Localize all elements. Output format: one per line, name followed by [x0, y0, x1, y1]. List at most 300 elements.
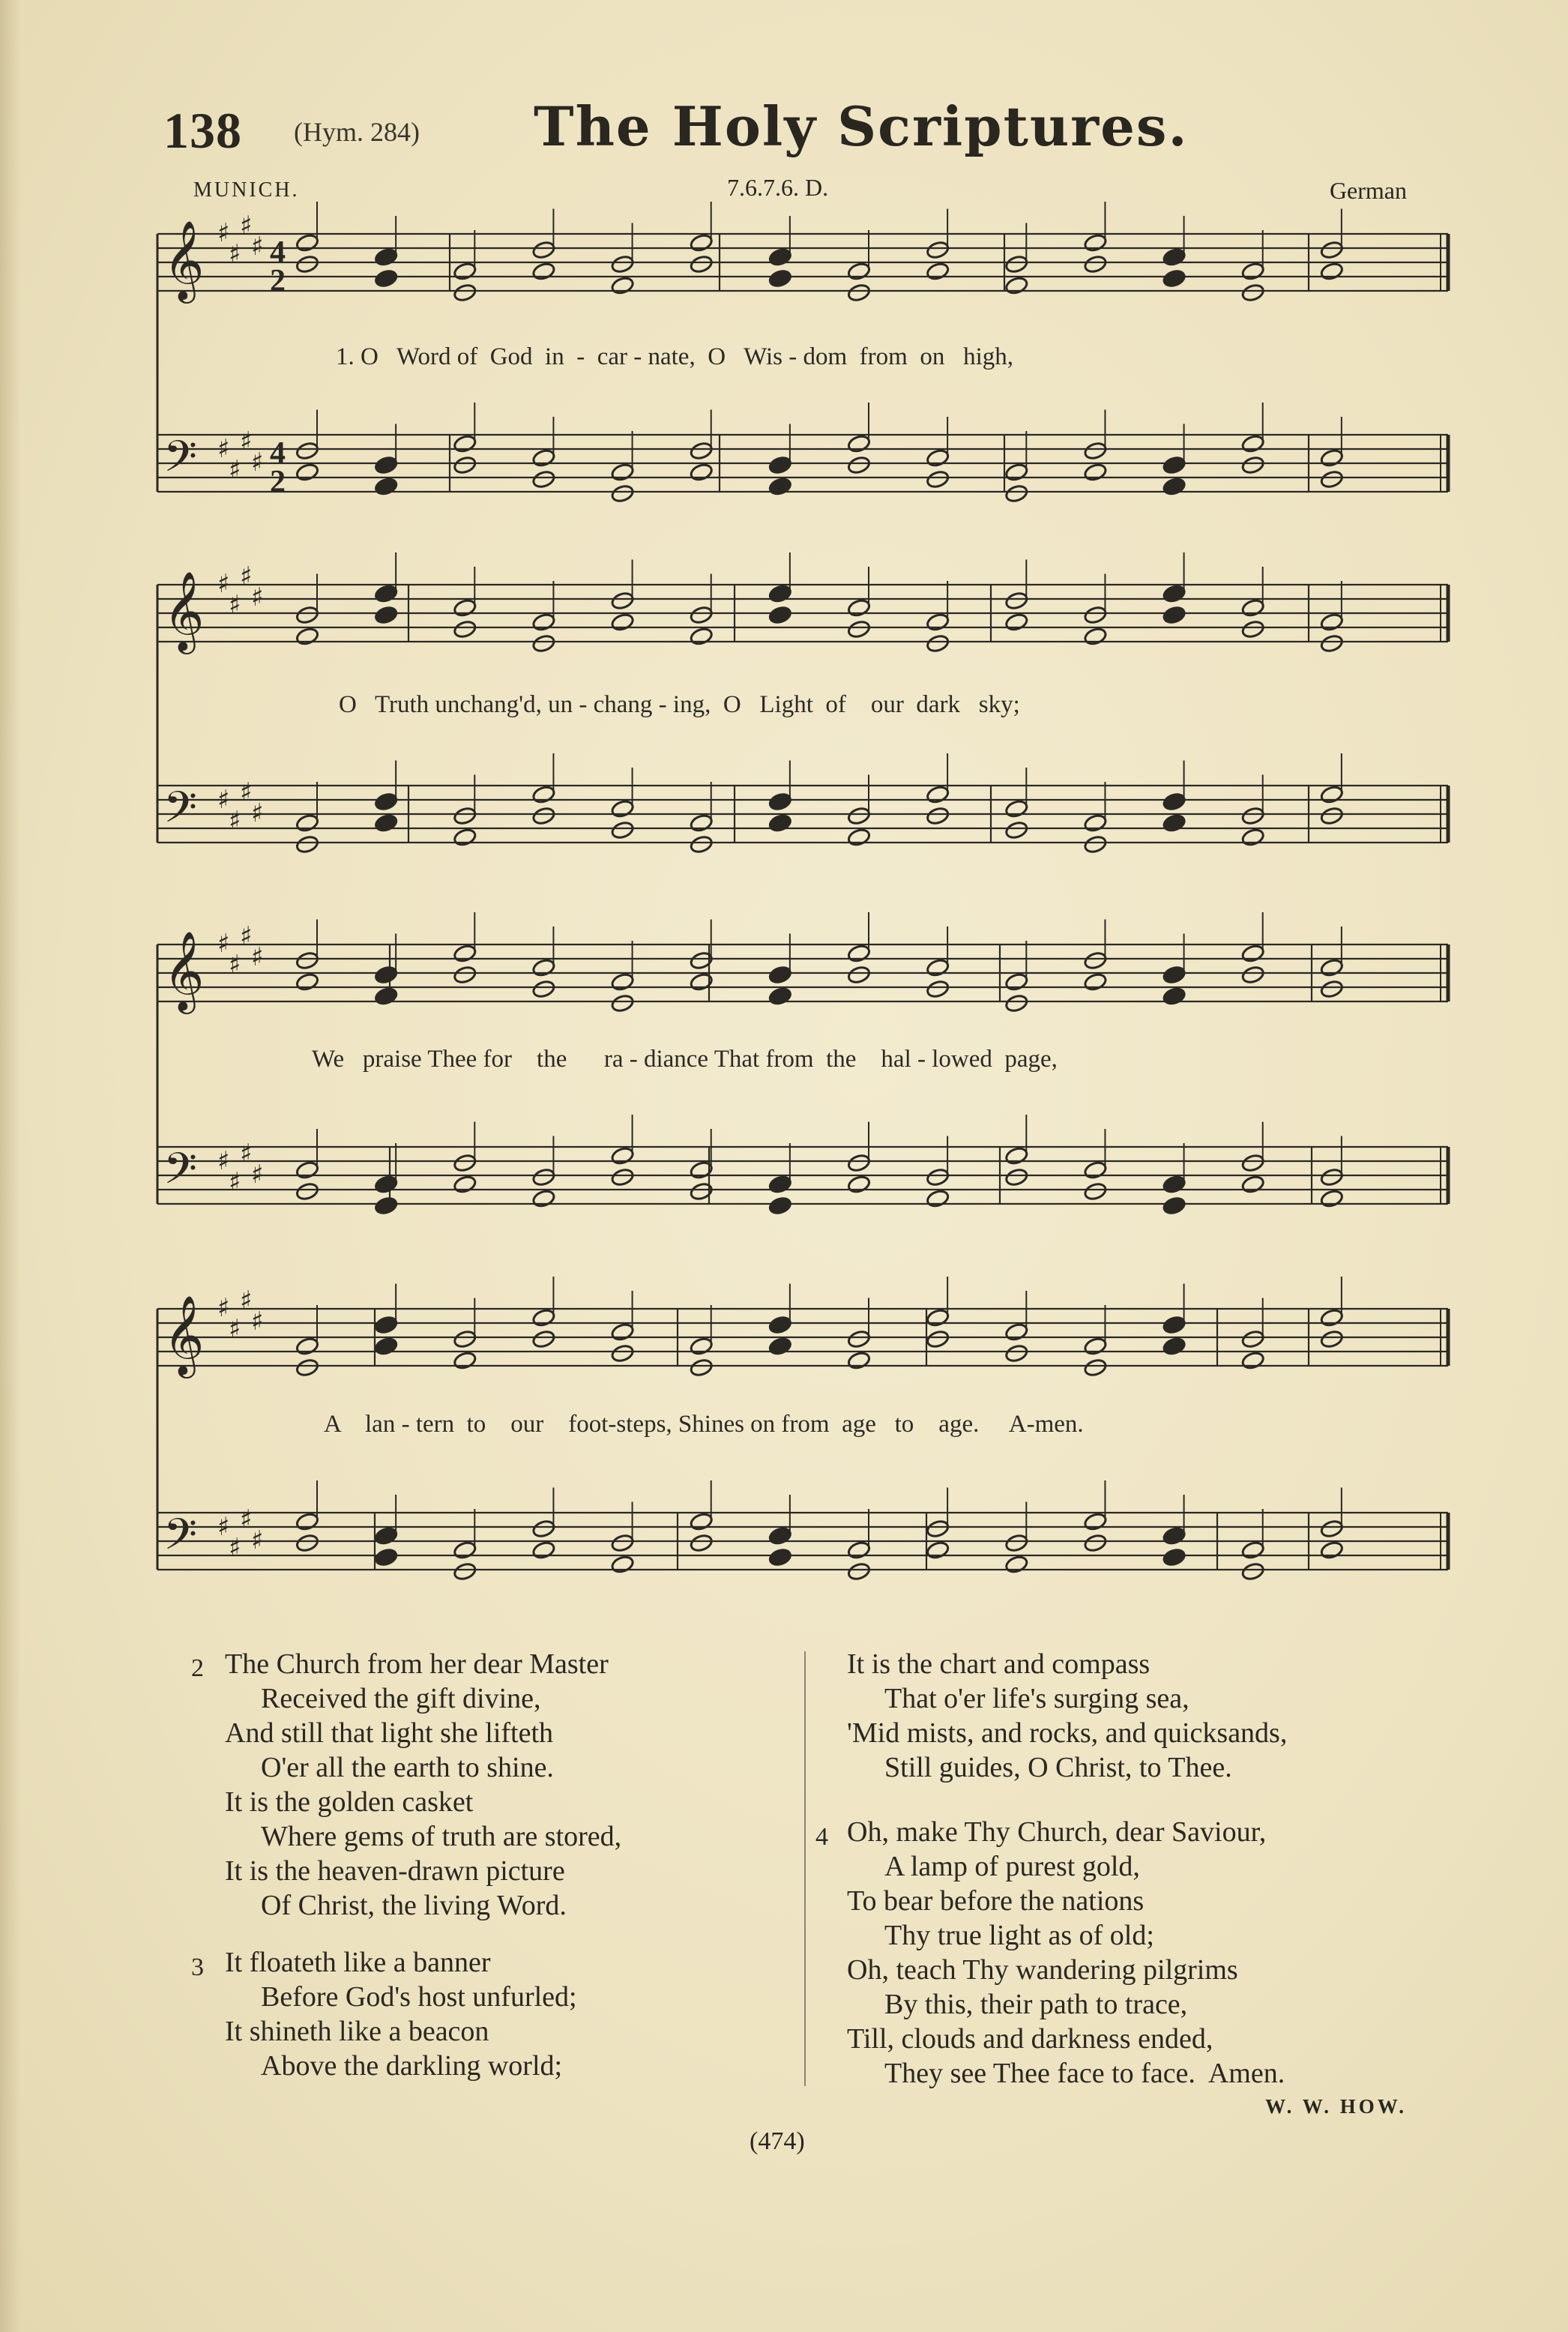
- note-head: [768, 477, 792, 496]
- hymn-author: W. W. HOW.: [1265, 2095, 1407, 2118]
- verse-line: And still that light she lifteth: [225, 1717, 554, 1749]
- bass-clef-icon: 𝄢: [163, 1143, 198, 1205]
- verse-number-2: 2: [191, 1654, 204, 1682]
- note-head: [1320, 806, 1344, 825]
- note-head: [1083, 1512, 1107, 1531]
- note-head: [847, 828, 871, 847]
- note-head: [847, 262, 871, 281]
- bass-clef-icon: 𝄢: [163, 431, 198, 492]
- note-head: [1004, 276, 1028, 295]
- note-head: [1320, 979, 1344, 998]
- verse-line: O'er all the earth to shine.: [261, 1752, 554, 1783]
- sharp-icon: ♯: [240, 1504, 253, 1534]
- note-head: [768, 986, 792, 1006]
- note-head: [531, 240, 555, 259]
- note-head: [1083, 463, 1107, 482]
- note-head: [847, 1540, 871, 1560]
- note-head: [847, 1153, 871, 1172]
- note-head: [531, 785, 555, 804]
- sharp-icon: ♯: [229, 455, 241, 485]
- note-head: [689, 1512, 713, 1531]
- sharp-icon: ♯: [251, 798, 264, 828]
- verse-line: Where gems of truth are stored,: [261, 1821, 622, 1852]
- sharp-icon: ♯: [229, 1314, 241, 1344]
- note-head: [1004, 1343, 1028, 1363]
- note-head: [768, 1337, 792, 1356]
- note-head: [295, 1512, 319, 1531]
- verse-line: Till, clouds and darkness ended,: [847, 2023, 1213, 2055]
- note-head: [689, 233, 713, 253]
- note-head: [374, 455, 398, 474]
- note-head: [1320, 448, 1344, 468]
- note-head: [453, 434, 477, 454]
- sharp-icon: ♯: [240, 561, 253, 591]
- note-head: [295, 972, 319, 992]
- note-head: [453, 619, 477, 639]
- note-head: [1004, 254, 1028, 274]
- time-signature-bottom: 2: [270, 465, 286, 499]
- note-head: [689, 627, 713, 646]
- note-head: [926, 958, 950, 977]
- note-head: [374, 792, 398, 811]
- verse-number-3: 3: [191, 1953, 204, 1981]
- note-head: [1004, 1146, 1028, 1166]
- note-head: [374, 247, 398, 267]
- note-head: [610, 1555, 634, 1574]
- note-head: [610, 483, 634, 503]
- note-head: [531, 958, 555, 977]
- note-head: [374, 1315, 398, 1334]
- note-head: [295, 1160, 319, 1180]
- note-head: [453, 828, 477, 847]
- note-head: [374, 1175, 398, 1194]
- lyric-line-2: O Truth unchang'd, un - chang - ing, O Light of our dark sky;: [339, 691, 1020, 718]
- sharp-icon: ♯: [229, 590, 241, 620]
- note-head: [926, 240, 950, 259]
- note-head: [1240, 944, 1264, 963]
- note-head: [768, 1315, 792, 1334]
- note-head: [926, 1308, 950, 1328]
- sharp-icon: ♯: [240, 1286, 253, 1316]
- note-head: [768, 1196, 792, 1215]
- sharp-icon: ♯: [251, 232, 264, 262]
- note-head: [531, 469, 555, 489]
- note-head: [453, 944, 477, 963]
- verse-number-4: 4: [815, 1823, 828, 1851]
- note-head: [1004, 1533, 1028, 1552]
- bass-clef-icon: 𝄢: [163, 782, 198, 843]
- verse-line: The Church from her dear Master: [225, 1648, 609, 1680]
- note-head: [926, 1540, 950, 1560]
- note-head: [926, 806, 950, 825]
- note-head: [847, 455, 871, 474]
- note-head: [610, 612, 634, 632]
- note-head: [768, 813, 792, 833]
- note-head: [1240, 1175, 1264, 1194]
- note-head: [1162, 813, 1186, 833]
- note-head: [1004, 1322, 1028, 1342]
- note-head: [926, 448, 950, 468]
- note-head: [1320, 633, 1344, 653]
- note-head: [1320, 1308, 1344, 1328]
- note-head: [768, 584, 792, 603]
- note-head: [531, 262, 555, 281]
- note-head: [689, 463, 713, 482]
- verse-line: Received the gift divine,: [261, 1683, 541, 1714]
- verse-line: They see Thee face to face. Amen.: [884, 2058, 1285, 2089]
- note-head: [926, 979, 950, 998]
- sharp-icon: ♯: [251, 448, 264, 477]
- note-head: [295, 950, 319, 970]
- note-head: [1162, 1196, 1186, 1215]
- sharp-icon: ♯: [217, 1146, 230, 1176]
- note-head: [610, 993, 634, 1013]
- note-head: [1240, 1351, 1264, 1370]
- verse-line: By this, their path to trace,: [884, 1989, 1188, 2020]
- note-head: [1004, 463, 1028, 482]
- sharp-icon: ♯: [251, 1307, 264, 1337]
- note-head: [1240, 283, 1264, 302]
- sharp-icon: ♯: [217, 785, 230, 815]
- note-head: [453, 965, 477, 984]
- note-head: [1004, 591, 1028, 610]
- note-head: [689, 605, 713, 624]
- note-head: [453, 283, 477, 302]
- sharp-icon: ♯: [229, 806, 241, 836]
- note-head: [847, 806, 871, 825]
- note-head: [768, 268, 792, 288]
- page-number: (474): [750, 2127, 805, 2155]
- note-head: [768, 605, 792, 624]
- note-head: [926, 1167, 950, 1187]
- note-head: [1162, 986, 1186, 1006]
- note-head: [610, 1146, 634, 1166]
- note-head: [295, 1181, 319, 1201]
- verse-line: 'Mid mists, and rocks, and quicksands,: [847, 1717, 1288, 1749]
- sharp-icon: ♯: [217, 218, 230, 248]
- note-head: [1162, 455, 1186, 474]
- note-head: [374, 268, 398, 288]
- note-head: [453, 1153, 477, 1172]
- sharp-icon: ♯: [251, 942, 264, 972]
- note-head: [374, 584, 398, 603]
- note-head: [926, 1189, 950, 1208]
- note-head: [847, 944, 871, 963]
- note-head: [1083, 441, 1107, 460]
- verse-line: Still guides, O Christ, to Thee.: [884, 1752, 1232, 1783]
- hymn-title: The Holy Scriptures.: [534, 94, 1189, 158]
- note-head: [531, 633, 555, 653]
- note-head: [610, 591, 634, 610]
- meter: 7.6.7.6. D.: [727, 174, 829, 201]
- note-head: [768, 1175, 792, 1194]
- note-head: [768, 1547, 792, 1567]
- note-head: [768, 792, 792, 811]
- note-head: [1083, 813, 1107, 833]
- note-head: [610, 254, 634, 274]
- note-head: [453, 262, 477, 281]
- note-head: [295, 1533, 319, 1552]
- note-head: [295, 627, 319, 646]
- note-head: [1162, 1526, 1186, 1546]
- note-head: [1083, 834, 1107, 854]
- note-head: [1004, 612, 1028, 632]
- note-head: [610, 1533, 634, 1552]
- note-head: [768, 247, 792, 267]
- note-head: [689, 254, 713, 274]
- note-head: [1240, 1329, 1264, 1349]
- note-head: [689, 813, 713, 833]
- note-head: [374, 986, 398, 1006]
- note-head: [1240, 598, 1264, 618]
- note-head: [1240, 1540, 1264, 1560]
- note-head: [1240, 434, 1264, 454]
- note-head: [1240, 619, 1264, 639]
- sharp-icon: ♯: [240, 921, 253, 951]
- verse-line: That o'er life's surging sea,: [884, 1683, 1189, 1714]
- note-head: [531, 448, 555, 468]
- note-head: [374, 605, 398, 624]
- note-head: [531, 612, 555, 632]
- note-head: [531, 1189, 555, 1208]
- note-head: [689, 834, 713, 854]
- note-head: [374, 965, 398, 984]
- note-head: [295, 463, 319, 482]
- note-head: [531, 1329, 555, 1349]
- note-head: [1004, 1167, 1028, 1187]
- note-head: [610, 972, 634, 992]
- note-head: [531, 1519, 555, 1538]
- note-head: [926, 633, 950, 653]
- verse-line: It floateth like a banner: [225, 1947, 491, 1978]
- note-head: [1083, 233, 1107, 253]
- note-head: [1083, 1160, 1107, 1180]
- note-head: [453, 1175, 477, 1194]
- note-head: [1162, 584, 1186, 603]
- treble-clef-icon: 𝄞: [163, 220, 205, 300]
- note-head: [531, 806, 555, 825]
- note-head: [926, 1329, 950, 1349]
- note-head: [1162, 247, 1186, 267]
- note-head: [531, 1308, 555, 1328]
- note-head: [295, 233, 319, 253]
- note-head: [689, 1533, 713, 1552]
- note-head: [1162, 1337, 1186, 1356]
- note-head: [847, 1329, 871, 1349]
- note-head: [1320, 1540, 1344, 1560]
- note-head: [1004, 972, 1028, 992]
- note-head: [689, 1358, 713, 1377]
- note-head: [374, 1526, 398, 1546]
- note-head: [531, 979, 555, 998]
- verse-line: It is the golden casket: [225, 1786, 474, 1818]
- note-head: [1083, 627, 1107, 646]
- note-head: [1083, 950, 1107, 970]
- note-head: [1004, 993, 1028, 1013]
- sharp-icon: ♯: [240, 211, 253, 241]
- note-head: [295, 1358, 319, 1377]
- note-head: [374, 1337, 398, 1356]
- treble-clef-icon: 𝄞: [163, 1295, 205, 1375]
- note-head: [689, 1337, 713, 1356]
- note-head: [531, 1540, 555, 1560]
- sharp-icon: ♯: [229, 1533, 241, 1563]
- note-head: [926, 469, 950, 489]
- note-head: [1083, 605, 1107, 624]
- note-head: [295, 834, 319, 854]
- note-head: [1162, 1315, 1186, 1334]
- note-head: [1083, 1533, 1107, 1552]
- note-head: [1083, 1181, 1107, 1201]
- treble-clef-icon: 𝄞: [163, 930, 205, 1010]
- note-head: [295, 441, 319, 460]
- note-head: [847, 283, 871, 302]
- lyric-line-1: 1. O Word of God in - car - nate, O Wis - dom from on high,: [336, 343, 1013, 370]
- sharp-icon: ♯: [229, 1167, 241, 1197]
- verse-line: It is the chart and compass: [847, 1648, 1151, 1680]
- note-head: [768, 965, 792, 984]
- note-head: [295, 1337, 319, 1356]
- verse-line: Thy true light as of old;: [884, 1920, 1154, 1951]
- note-head: [453, 598, 477, 618]
- note-head: [610, 820, 634, 840]
- verse-line: Of Christ, the living Word.: [261, 1890, 567, 1921]
- note-head: [926, 785, 950, 804]
- note-head: [453, 806, 477, 825]
- note-head: [1320, 612, 1344, 632]
- note-head: [610, 1167, 634, 1187]
- note-head: [1320, 1189, 1344, 1208]
- verse-line: It is the heaven-drawn picture: [225, 1855, 565, 1887]
- note-head: [1240, 455, 1264, 474]
- note-head: [1004, 1555, 1028, 1574]
- verse-line: Oh, teach Thy wandering pilgrims: [847, 1954, 1238, 1986]
- note-head: [1162, 1175, 1186, 1194]
- sharp-icon: ♯: [240, 777, 253, 807]
- note-head: [453, 1561, 477, 1581]
- sharp-icon: ♯: [217, 569, 230, 599]
- sharp-icon: ♯: [229, 950, 241, 980]
- column-divider: [804, 1651, 806, 2086]
- verse-line: It shineth like a beacon: [225, 2016, 489, 2047]
- note-head: [1240, 828, 1264, 847]
- note-head: [453, 1540, 477, 1560]
- note-head: [1162, 477, 1186, 496]
- note-head: [610, 463, 634, 482]
- note-head: [1240, 806, 1264, 825]
- note-head: [531, 1167, 555, 1187]
- note-head: [1162, 1547, 1186, 1567]
- sharp-icon: ♯: [229, 239, 241, 269]
- note-head: [1083, 254, 1107, 274]
- note-head: [374, 813, 398, 833]
- time-signature-top: 4: [270, 235, 286, 270]
- lyric-line-3: We praise Thee for the ra - diance That from the hal - lowed page,: [312, 1046, 1058, 1073]
- note-head: [768, 455, 792, 474]
- note-head: [453, 455, 477, 474]
- note-head: [1162, 268, 1186, 288]
- note-head: [453, 1329, 477, 1349]
- sharp-icon: ♯: [240, 427, 253, 457]
- note-head: [1083, 1358, 1107, 1377]
- note-head: [1004, 799, 1028, 819]
- sharp-icon: ♯: [217, 434, 230, 464]
- verse-line: Oh, make Thy Church, dear Saviour,: [847, 1816, 1267, 1848]
- note-head: [926, 612, 950, 632]
- note-head: [1240, 965, 1264, 984]
- note-head: [847, 1175, 871, 1194]
- note-head: [689, 441, 713, 460]
- note-head: [610, 1343, 634, 1363]
- tune-origin: German: [1329, 177, 1407, 204]
- note-head: [1320, 1167, 1344, 1187]
- note-head: [1320, 958, 1344, 977]
- note-head: [295, 813, 319, 833]
- note-head: [374, 1196, 398, 1215]
- verse-line: Above the darkling world;: [261, 2050, 563, 2082]
- note-head: [1320, 1519, 1344, 1538]
- note-head: [1320, 240, 1344, 259]
- sharp-icon: ♯: [251, 582, 264, 612]
- note-head: [1320, 262, 1344, 281]
- sharp-icon: ♯: [217, 1293, 230, 1323]
- note-head: [1240, 262, 1264, 281]
- note-head: [1162, 965, 1186, 984]
- note-head: [847, 1351, 871, 1370]
- note-head: [1004, 483, 1028, 503]
- sharp-icon: ♯: [217, 929, 230, 959]
- note-head: [374, 1547, 398, 1567]
- note-head: [1083, 972, 1107, 992]
- note-head: [926, 262, 950, 281]
- note-head: [1162, 605, 1186, 624]
- note-head: [1162, 792, 1186, 811]
- note-head: [453, 1351, 477, 1370]
- time-signature-top: 4: [270, 436, 286, 471]
- verse-line: A lamp of purest gold,: [884, 1851, 1140, 1882]
- sharp-icon: ♯: [251, 1160, 264, 1190]
- note-head: [610, 276, 634, 295]
- note-head: [1240, 1561, 1264, 1581]
- note-head: [1320, 469, 1344, 489]
- note-head: [1320, 785, 1344, 804]
- note-head: [847, 619, 871, 639]
- note-head: [1240, 1153, 1264, 1172]
- verse-line: Before God's host unfurled;: [261, 1981, 577, 2013]
- hymn-reference: (Hym. 284): [294, 117, 420, 147]
- note-head: [1004, 820, 1028, 840]
- hymn-number: 138: [163, 102, 242, 159]
- note-head: [847, 1561, 871, 1581]
- sharp-icon: ♯: [240, 1139, 253, 1169]
- bass-clef-icon: 𝄢: [163, 1509, 198, 1570]
- time-signature-bottom: 2: [270, 264, 286, 298]
- sharp-icon: ♯: [251, 1525, 264, 1555]
- tune-name: MUNICH.: [193, 178, 300, 202]
- verse-line: To bear before the nations: [847, 1885, 1145, 1917]
- note-head: [768, 1526, 792, 1546]
- note-head: [295, 254, 319, 274]
- lyric-line-4: A lan - tern to our foot-steps, Shines on from age to age. A-men.: [324, 1411, 1084, 1438]
- note-head: [847, 598, 871, 618]
- note-head: [610, 1322, 634, 1342]
- note-head: [295, 605, 319, 624]
- note-head: [926, 1519, 950, 1538]
- note-head: [847, 965, 871, 984]
- treble-clef-icon: 𝄞: [163, 570, 205, 651]
- note-head: [847, 434, 871, 454]
- note-head: [1320, 1329, 1344, 1349]
